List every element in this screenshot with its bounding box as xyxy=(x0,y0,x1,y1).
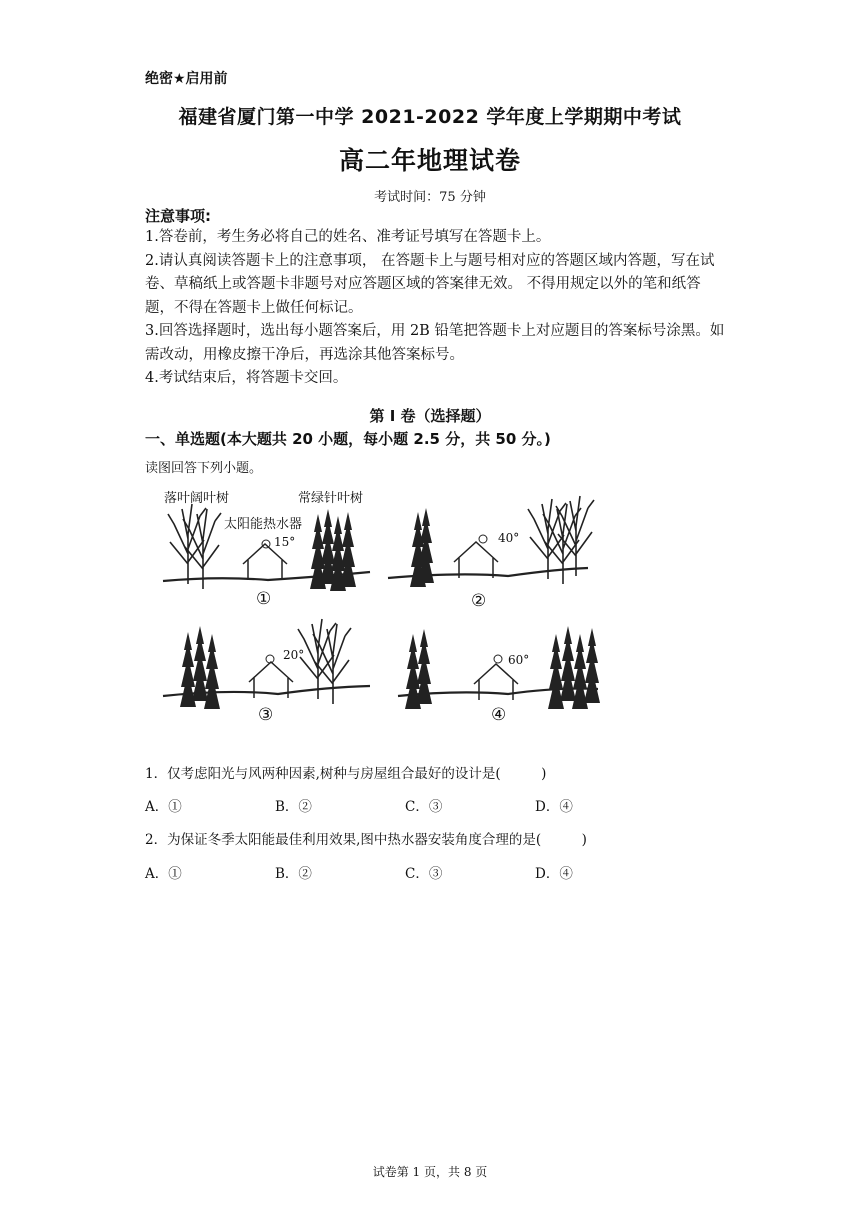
notice-item: 2.请认真阅读答题卡上的注意事项， 在答题卡上与题号相对应的答题区域内答题，写在试卷、草稿纸上或答题卡非题号对应答题区域的答案律无效。 不得用规定以外的笔和纸答题，不得在答题卡上做任何标记。 xyxy=(145,252,715,316)
panel-3 xyxy=(163,619,370,724)
house-tree-figure xyxy=(158,484,608,724)
exam-time: 考试时间：75 分钟 xyxy=(374,190,486,205)
section-subtitle: 一、单选题(本大题共 20 小题，每小题 2.5 分，共 50 分。) xyxy=(145,430,551,448)
label-deciduous: 落叶阔叶树 xyxy=(164,491,230,506)
exam-subtitle: 高二年地理试卷 xyxy=(338,146,521,175)
option-a: A．① xyxy=(145,799,182,815)
panel-number-1: ① xyxy=(256,589,272,609)
notice-heading: 注意事项: xyxy=(145,207,211,225)
label-evergreen: 常绿针叶树 xyxy=(298,491,364,506)
question-2: 2．为保证冬季太阳能最佳利用效果,图中热水器安装角度合理的是( ) xyxy=(145,832,587,848)
option-b: B．② xyxy=(275,799,312,815)
angle-3: 20° xyxy=(283,648,305,662)
notice-list xyxy=(145,226,725,391)
angle-4: 60° xyxy=(508,653,530,667)
option-b: B．② xyxy=(275,866,312,882)
question-1-options xyxy=(145,795,665,815)
label-heater: 太阳能热水器 xyxy=(224,517,303,532)
panel-number-3: ③ xyxy=(258,705,274,724)
section-title: 第 I 卷（选择题） xyxy=(369,407,491,425)
notice-item: 4.考试结束后，将答题卡交回。 xyxy=(145,370,348,386)
notice-item: 3.回答选择题时，选出每小题答案后，用 2B 铅笔把答题卡上对应题目的答案标号涂黑。如需改动，用橡皮擦干净后，再选涂其他答案标号。 xyxy=(145,323,725,363)
confidential-mark: 绝密★启用前 xyxy=(145,71,228,87)
notice-item: 1.答卷前，考生务必将自己的姓名、准考证号填写在答题卡上。 xyxy=(145,229,551,245)
panel-number-4: ④ xyxy=(491,705,507,724)
question-2-options xyxy=(145,862,665,882)
exam-title: 福建省厦门第一中学 2021-2022 学年度上学期期中考试 xyxy=(178,106,682,128)
panel-4 xyxy=(398,626,600,724)
page-footer: 试卷第 1 页，共 8 页 xyxy=(372,1165,488,1179)
panel-number-2: ② xyxy=(471,591,487,611)
section-intro: 读图回答下列小题。 xyxy=(145,461,263,476)
option-d: D．④ xyxy=(535,866,573,882)
panel-2 xyxy=(388,496,594,611)
option-d: D．④ xyxy=(535,799,573,815)
angle-2: 40° xyxy=(498,531,520,545)
angle-1: 15° xyxy=(274,535,296,549)
question-1: 1．仅考虑阳光与风两种因素,树种与房屋组合最好的设计是( ) xyxy=(145,766,547,782)
option-c: C．③ xyxy=(405,866,443,882)
panel-1 xyxy=(163,490,370,609)
option-a: A．① xyxy=(145,866,182,882)
option-c: C．③ xyxy=(405,799,443,815)
